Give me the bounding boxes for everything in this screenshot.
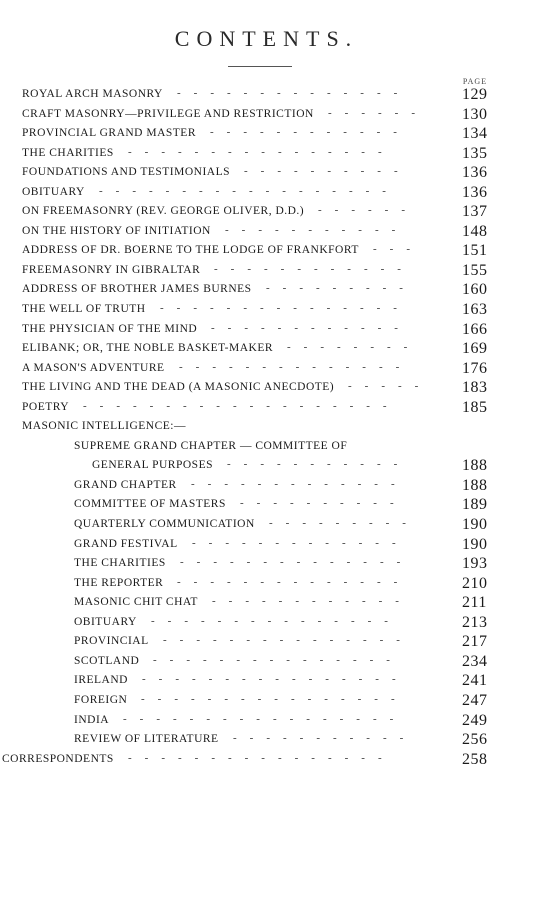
dot-leader: -------------- (179, 360, 413, 373)
toc-entry-page-number: 155 (462, 261, 488, 279)
toc-entry-title: INDIA (74, 713, 110, 726)
toc-entry (0, 242, 533, 262)
dot-leader: -------- (287, 341, 421, 354)
toc-entry-page-number: 234 (462, 652, 488, 670)
toc-entry (0, 321, 533, 341)
toc-entry-page-number: 136 (462, 183, 488, 201)
dot-leader: ---------------- (142, 673, 409, 686)
dot-leader: ------ (328, 106, 428, 119)
toc-entry-title: MASONIC CHIT CHAT (74, 596, 198, 609)
toc-entry (0, 360, 533, 380)
dot-leader: ----- (348, 380, 432, 393)
toc-entry-page-number: 163 (462, 301, 488, 319)
toc-entry-title: ELIBANK; OR, THE NOBLE BASKET-MAKER (22, 342, 274, 355)
dot-leader: ------------ (210, 126, 410, 139)
toc-entry-page-number: 193 (462, 555, 488, 573)
toc-entry-title: THE REPORTER (74, 576, 164, 589)
dot-leader: ----------------- (123, 712, 407, 725)
toc-entry-page-number: 188 (462, 476, 488, 494)
toc-entry-page-number: 217 (462, 633, 488, 651)
toc-entry-page-number: 135 (462, 144, 488, 162)
dot-leader: ----------- (225, 223, 409, 236)
dot-leader: --------- (269, 517, 419, 530)
dot-leader: ------------ (214, 262, 414, 275)
toc-entry (0, 575, 533, 595)
dot-leader: --------------- (160, 302, 410, 315)
toc-entry (0, 164, 533, 184)
dot-leader: ----------- (233, 732, 417, 745)
toc-entry (0, 633, 533, 653)
toc-entry-page-number: 256 (462, 731, 488, 749)
dot-leader: ------------------ (99, 184, 399, 197)
toc-entry-page-number: 134 (462, 125, 488, 143)
toc-entry-page-number: 176 (462, 359, 488, 377)
toc-entry (0, 751, 533, 771)
dot-leader: --------------- (153, 653, 403, 666)
toc-entry-title: THE CHARITIES (22, 146, 114, 159)
dot-leader: ------------- (192, 536, 409, 549)
dot-leader: ------ (318, 204, 418, 217)
dot-leader: -------------- (180, 556, 414, 569)
toc-entry-title: A MASON'S ADVENTURE (22, 361, 165, 374)
toc-entry (0, 536, 533, 556)
dot-leader: ---------------- (128, 145, 395, 158)
toc-entry-title: ADDRESS OF BROTHER JAMES BURNES (22, 283, 252, 296)
toc-entry-page-number: 249 (462, 711, 488, 729)
toc-entry (0, 438, 533, 458)
toc-entry (0, 496, 533, 516)
toc-entry (0, 184, 533, 204)
dot-leader: ---------- (240, 497, 407, 510)
toc-entry-title: GRAND FESTIVAL (74, 537, 178, 550)
toc-entry-title: ON FREEMASONRY (REV. GEORGE OLIVER, D.D.) (22, 205, 305, 218)
dot-leader: --------------- (163, 634, 413, 647)
toc-entry-page-number: 183 (462, 379, 488, 397)
toc-entry (0, 340, 533, 360)
toc-entry-title: GENERAL PURPOSES (92, 459, 213, 472)
toc-entry (0, 86, 533, 106)
toc-entry-title: COMMITTEE OF MASTERS (74, 498, 226, 511)
toc-entry-page-number: 160 (462, 281, 488, 299)
dot-leader: ---------------- (141, 692, 408, 705)
dot-leader: ------------ (212, 595, 412, 608)
toc-entry (0, 125, 533, 145)
page-title: CONTENTS. (174, 26, 359, 51)
toc-entry (0, 653, 533, 673)
toc-entry-title: CORRESPONDENTS (2, 752, 114, 765)
toc-entry-title: CRAFT MASONRY—PRIVILEGE AND RESTRICTION (22, 107, 314, 120)
dot-leader: --- (373, 243, 423, 256)
toc-entry-page-number: 148 (462, 222, 488, 240)
toc-entry (0, 262, 533, 282)
toc-entry (0, 399, 533, 419)
toc-entry (0, 614, 533, 634)
toc-entry-title: PROVINCIAL (74, 635, 149, 648)
toc-entry (0, 145, 533, 165)
toc-entry-page-number: 213 (462, 613, 488, 631)
toc-entry-title: THE PHYSICIAN OF THE MIND (22, 322, 198, 335)
toc-entry-page-number: 189 (462, 496, 488, 514)
toc-entry (0, 712, 533, 732)
toc-entry-title: OBITUARY (74, 615, 137, 628)
toc-entry-title: PROVINCIAL GRAND MASTER (22, 127, 196, 140)
table-of-contents (0, 86, 533, 770)
toc-entry-page-number: 185 (462, 398, 488, 416)
toc-entry-title: OBITUARY (22, 185, 85, 198)
toc-entry (0, 106, 533, 126)
toc-entry (0, 692, 533, 712)
toc-entry-page-number: 166 (462, 320, 488, 338)
toc-entry-page-number: 241 (462, 672, 488, 690)
toc-entry-title: ADDRESS OF DR. BOERNE TO THE LODGE OF FRANKFORT (22, 244, 359, 257)
dot-leader: ----------- (227, 458, 411, 471)
dot-leader: ------------ (211, 321, 411, 334)
toc-entry (0, 731, 533, 751)
toc-entry-title: FREEMASONRY IN GIBRALTAR (22, 263, 201, 276)
toc-entry-page-number: 129 (462, 86, 488, 103)
toc-entry-title: THE WELL OF TRUTH (22, 303, 146, 316)
title-rule (228, 66, 292, 67)
toc-entry-title: FOREIGN (74, 693, 128, 706)
toc-entry (0, 672, 533, 692)
toc-entry-page-number: 247 (462, 691, 488, 709)
dot-leader: ---------------- (128, 751, 395, 764)
dot-leader: ---------- (244, 165, 411, 178)
toc-entry (0, 281, 533, 301)
toc-entry-page-number: 130 (462, 105, 488, 123)
toc-entry-page-number: 210 (462, 574, 488, 592)
toc-entry-page-number: 169 (462, 340, 488, 358)
dot-leader: --------- (266, 282, 416, 295)
toc-entry (0, 379, 533, 399)
toc-entry-page-number: 188 (462, 457, 488, 475)
toc-entry-title: GRAND CHAPTER (74, 478, 177, 491)
toc-entry-page-number: 258 (462, 750, 488, 768)
toc-entry-title: FOUNDATIONS AND TESTIMONIALS (22, 166, 231, 179)
toc-entry (0, 555, 533, 575)
toc-entry-title: MASONIC INTELLIGENCE:— (22, 420, 186, 433)
toc-entry (0, 223, 533, 243)
dot-leader: -------------- (177, 87, 411, 99)
toc-entry-title: SUPREME GRAND CHAPTER — COMMITTEE OF (74, 439, 348, 452)
dot-leader: ------------- (191, 477, 408, 490)
toc-entry-title: ON THE HISTORY OF INITIATION (22, 224, 211, 237)
toc-entry-title: THE CHARITIES (74, 557, 166, 570)
toc-entry (0, 203, 533, 223)
toc-entry (0, 594, 533, 614)
toc-entry-title: QUARTERLY COMMUNICATION (74, 518, 255, 531)
dot-leader: -------------- (177, 575, 411, 588)
toc-entry-title: IRELAND (74, 674, 128, 687)
dot-leader: ------------------- (83, 399, 400, 412)
toc-entry-page-number: 211 (462, 594, 487, 612)
toc-entry-page-number: 136 (462, 164, 488, 182)
toc-entry-title: THE LIVING AND THE DEAD (A MASONIC ANECDOTE) (22, 381, 335, 394)
toc-entry (0, 301, 533, 321)
toc-entry-page-number: 151 (462, 242, 488, 260)
toc-entry-title: ROYAL ARCH MASONRY (22, 88, 163, 100)
toc-entry (0, 516, 533, 536)
toc-entry-title: SCOTLAND (74, 654, 140, 667)
toc-entry-page-number: 190 (462, 535, 488, 553)
toc-entry (0, 457, 533, 477)
toc-entry-page-number: 137 (462, 203, 488, 221)
toc-entry (0, 477, 533, 497)
toc-entry-title: REVIEW OF LITERATURE (74, 733, 219, 746)
page-column-heading: PAGE (462, 77, 488, 86)
toc-entry (0, 418, 533, 438)
toc-entry-page-number: 190 (462, 516, 488, 534)
dot-leader: --------------- (151, 614, 401, 627)
toc-entry-title: POETRY (22, 400, 70, 413)
